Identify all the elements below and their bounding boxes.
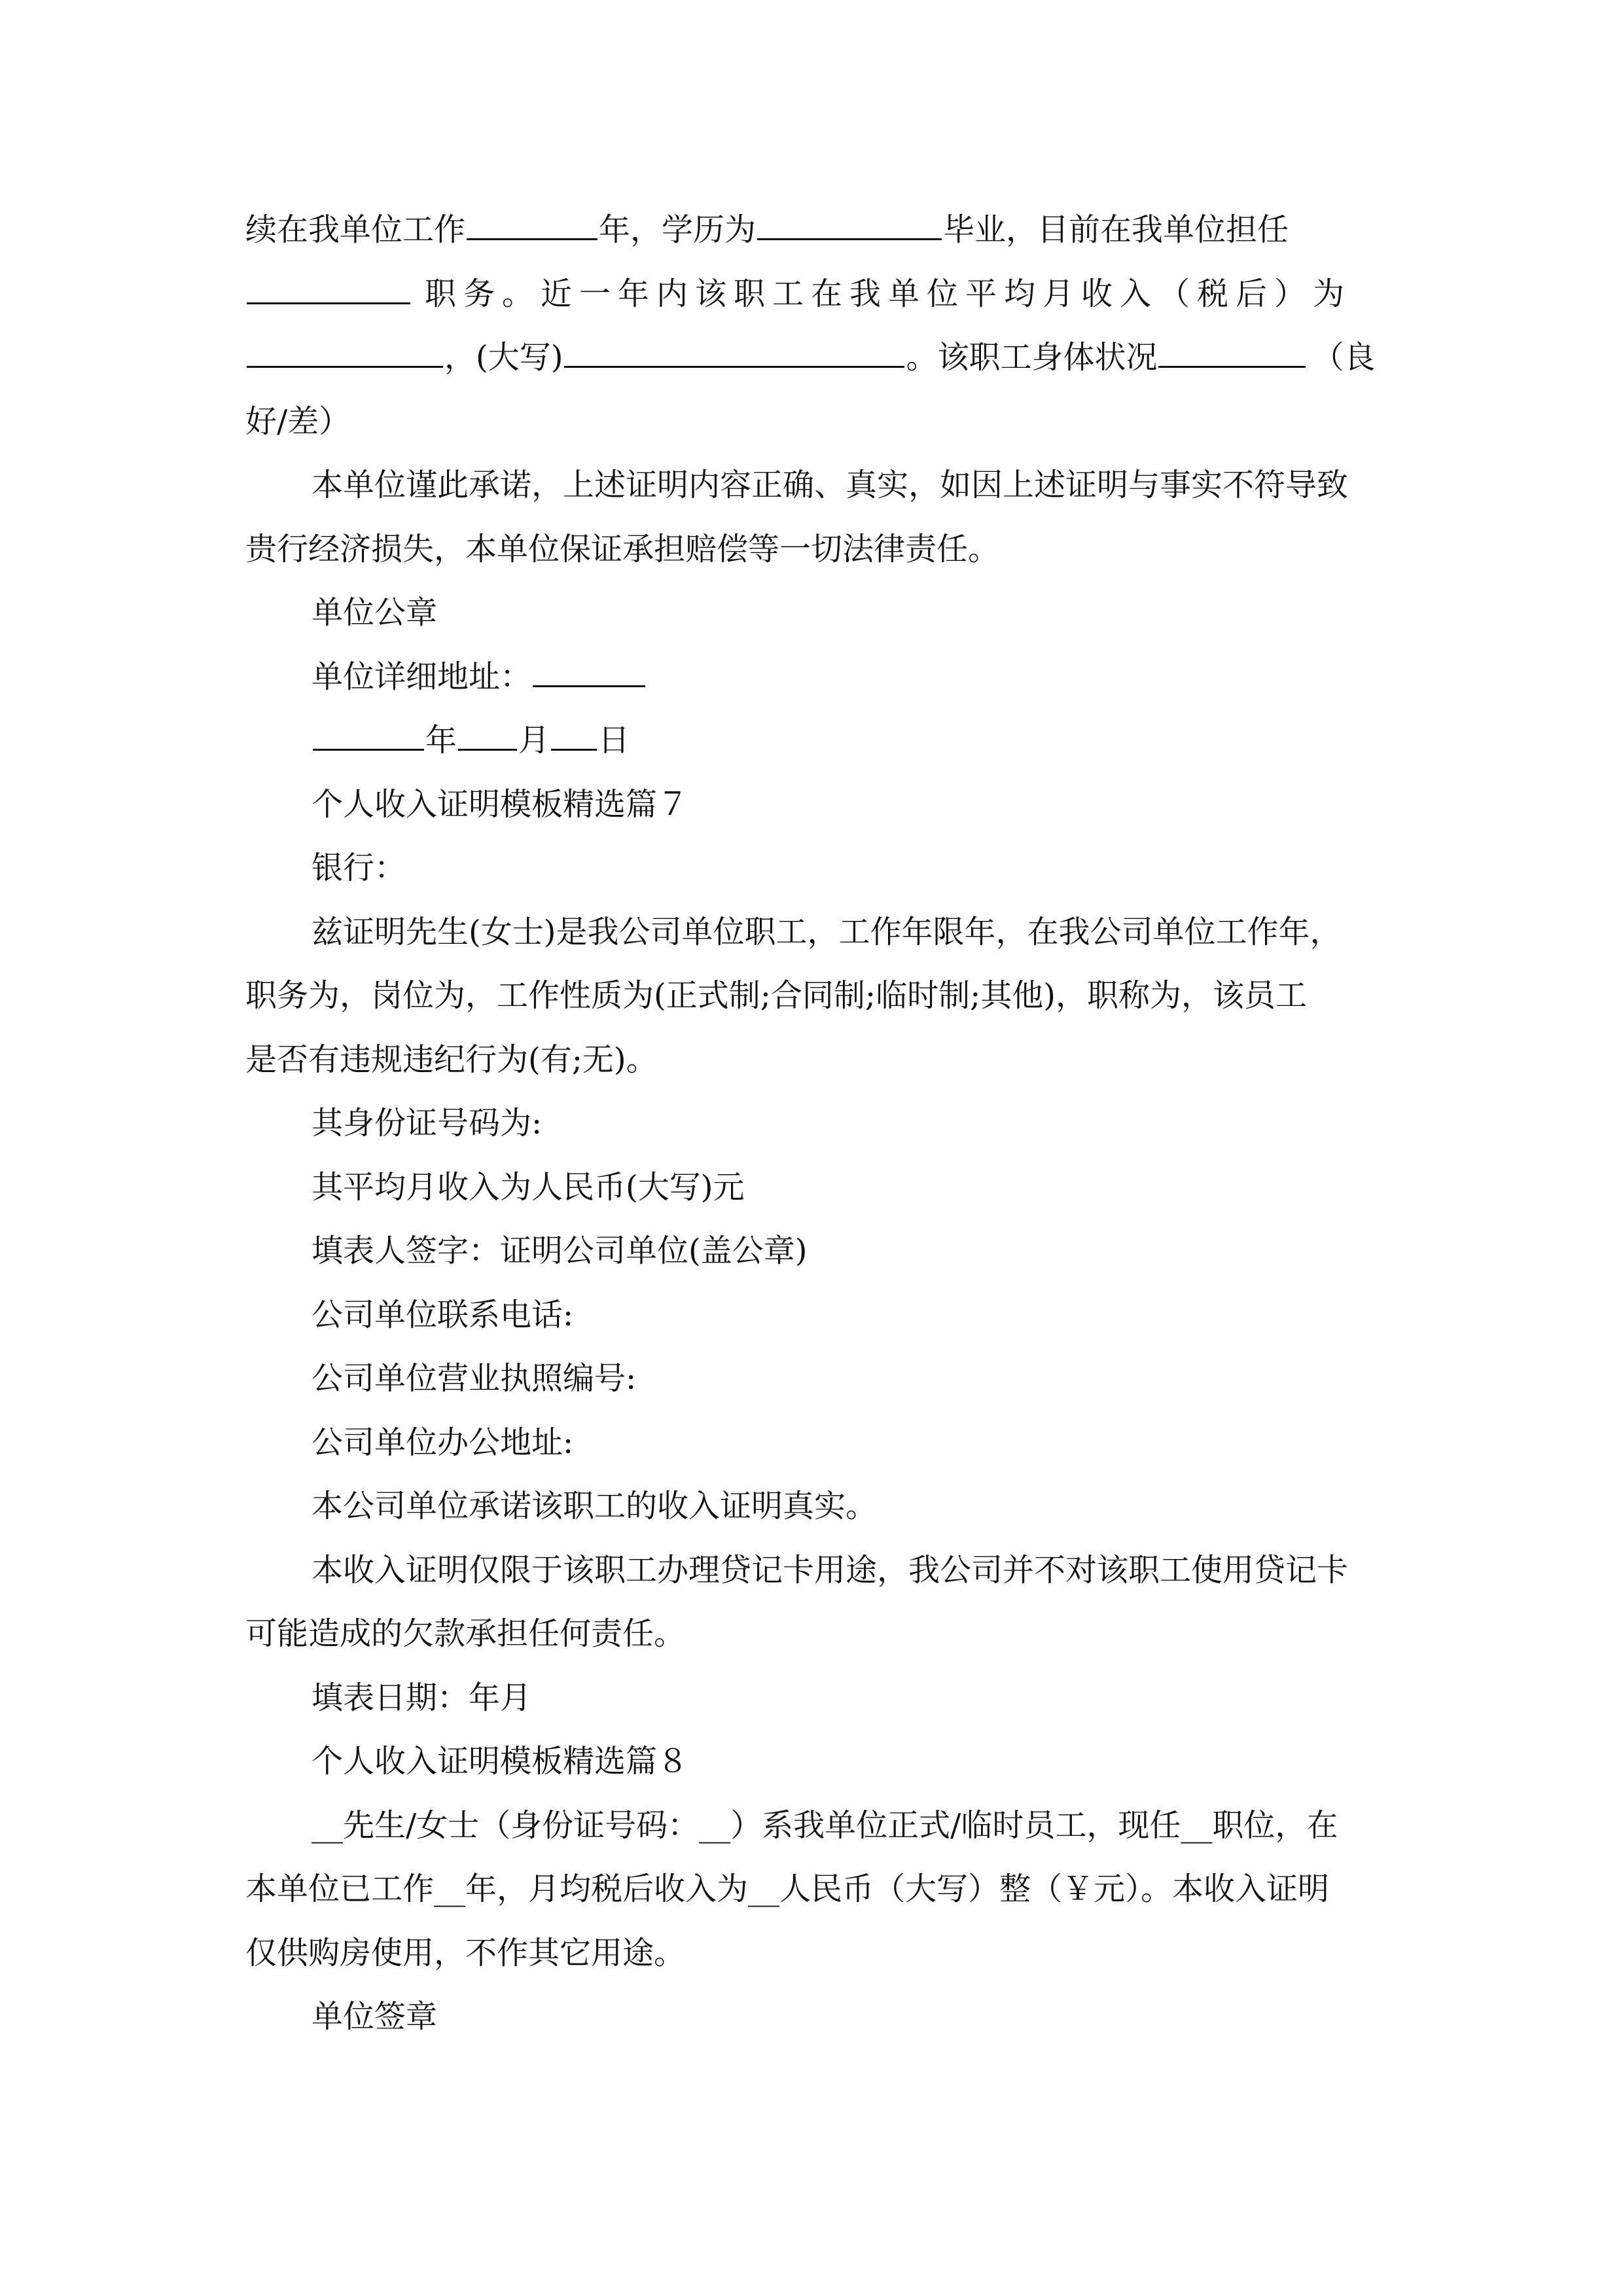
date-month-label: 月 [518,722,550,759]
paragraph-line: 可能造成的欠款承担任何责任。 [245,1615,686,1652]
text-segment: 毕业，目前在我单位担任 [943,211,1289,248]
paragraph-line [245,198,1378,262]
text-segment: 职务。近一年内该职工在我单位平均月收入（税后）为 [425,275,1352,312]
paragraph-line [245,326,1378,390]
date-day-label: 日 [598,722,630,759]
paragraph-line: 公司单位营业执照编号: [312,1360,637,1397]
seal-label: 单位公章 [312,594,438,631]
text-segment: ，(大写) [444,339,563,376]
text-segment: （良 [1312,339,1376,376]
seal-label: 单位签章 [312,1998,438,2035]
paragraph-line: 本公司单位承诺该职工的收入证明真实。 [312,1488,878,1524]
paragraph-line: 其平均月收入为人民币(大写)元 [312,1168,745,1206]
fill-blank [1158,331,1306,368]
fill-blank [247,331,443,368]
section-title: 个人收入证明模板精选篇７ [312,785,689,823]
section-title: 个人收入证明模板精选篇８ [312,1743,689,1780]
paragraph-line: 职务为，岗位为，工作性质为(正式制;合同制;临时制;其他)，职称为，该员工 [245,977,1307,1014]
paragraph-line: 本单位已工作__年，月均税后收入为__人民币（大写）整（￥元）。本收入证明 [245,1871,1330,1907]
fill-blank [533,650,645,687]
paragraph-line: 本单位谨此承诺，上述证明内容正确、真实，如因上述证明与事实不符导致 [312,467,1349,503]
paragraph-line: 其身份证号码为: [312,1105,543,1141]
fill-blank [458,713,517,751]
fill-blank [551,713,597,751]
document-body [245,198,1378,2049]
paragraph-line: 公司单位联系电话: [312,1296,574,1333]
paragraph-line: 贵行经济损失，本单位保证承担赔偿等一切法律责任。 [245,530,1000,567]
paragraph-line: 填表人签字：证明公司单位(盖公章) [312,1232,808,1269]
paragraph-line: 填表日期：年月 [312,1679,532,1716]
paragraph-line: 本收入证明仅限于该职工办理贷记卡用途，我公司并不对该职工使用贷记卡 [312,1551,1349,1588]
fill-blank [467,203,597,240]
paragraph-line: __先生/女士（身份证号码：__）系我单位正式/临时员工，现任__职位，在 [312,1806,1338,1844]
date-line [245,709,1378,773]
address-line [245,645,1378,709]
fill-blank [247,267,410,304]
paragraph-line: 是否有违规违纪行为(有;无)。 [245,1041,658,1078]
text-segment: 续在我单位工作 [245,211,466,248]
text-segment: 年，学历为 [599,211,757,248]
text-segment: 。该职工身体状况 [906,339,1158,376]
fill-blank [313,713,424,751]
address-label: 单位详细地址： [312,658,532,695]
fill-blank [564,331,904,368]
salutation: 银行： [312,850,406,886]
paragraph-line: 兹证明先生(女士)是我公司单位职工，工作年限年，在我公司单位工作年， [312,913,1342,950]
date-year-label: 年 [425,722,457,759]
paragraph-line: 好/差） [245,403,351,440]
paragraph-line: 公司单位办公地址: [312,1424,574,1461]
paragraph-line: 仅供购房使用，不作其它用途。 [245,1934,686,1971]
fill-blank [757,203,942,240]
paragraph-line [245,262,1378,327]
